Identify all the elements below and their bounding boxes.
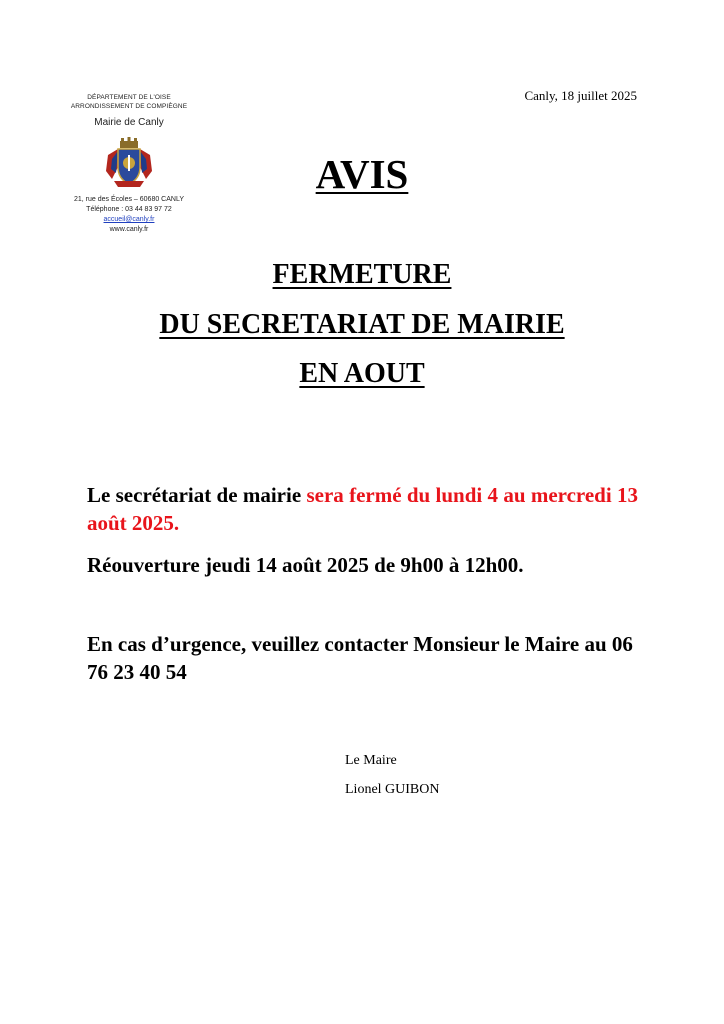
phone-number: Téléphone : 03 44 83 97 72 <box>86 206 172 213</box>
emergency-paragraph: En cas d’urgence, veuillez contacter Monsieur le Maire au 06 76 23 40 54 <box>87 632 633 684</box>
closure-paragraph <box>87 481 638 537</box>
department-label: DÉPARTEMENT DE L'OISE <box>87 94 171 101</box>
email-link[interactable]: accueil@canly.fr <box>103 216 155 223</box>
headline-line-1 <box>0 259 724 291</box>
headline-line-1-text: FERMETURE <box>272 259 452 290</box>
signature-name: Lionel GUIBON <box>345 782 440 797</box>
reopening-paragraph: Réouverture jeudi 14 août 2025 de 9h00 à 12h00. <box>87 553 524 577</box>
website-link[interactable]: www.canly.fr <box>109 226 149 233</box>
headline-line-2 <box>0 309 724 341</box>
headline-line-3-text: EN AOUT <box>299 358 425 389</box>
arrondissement-label: ARRONDISSEMENT DE COMPIÈGNE <box>70 102 188 110</box>
address: 21, rue des Écoles – 60680 CANLY <box>74 196 184 203</box>
document-date: Canly, 18 juillet 2025 <box>524 88 637 103</box>
notice-title <box>0 150 724 198</box>
headline-line-2-text: DU SECRETARIAT DE MAIRIE <box>159 309 565 340</box>
signature-role: Le Maire <box>345 753 397 768</box>
headline-line-3 <box>0 358 724 390</box>
closure-dates: sera fermé du lundi 4 au mercredi 13 août 2025. <box>87 483 638 535</box>
mairie-name: Mairie de Canly <box>94 117 164 128</box>
signature-block <box>345 746 440 804</box>
notice-title-text: AVIS <box>315 151 409 197</box>
closure-intro: Le secrétariat de mairie <box>87 483 307 507</box>
